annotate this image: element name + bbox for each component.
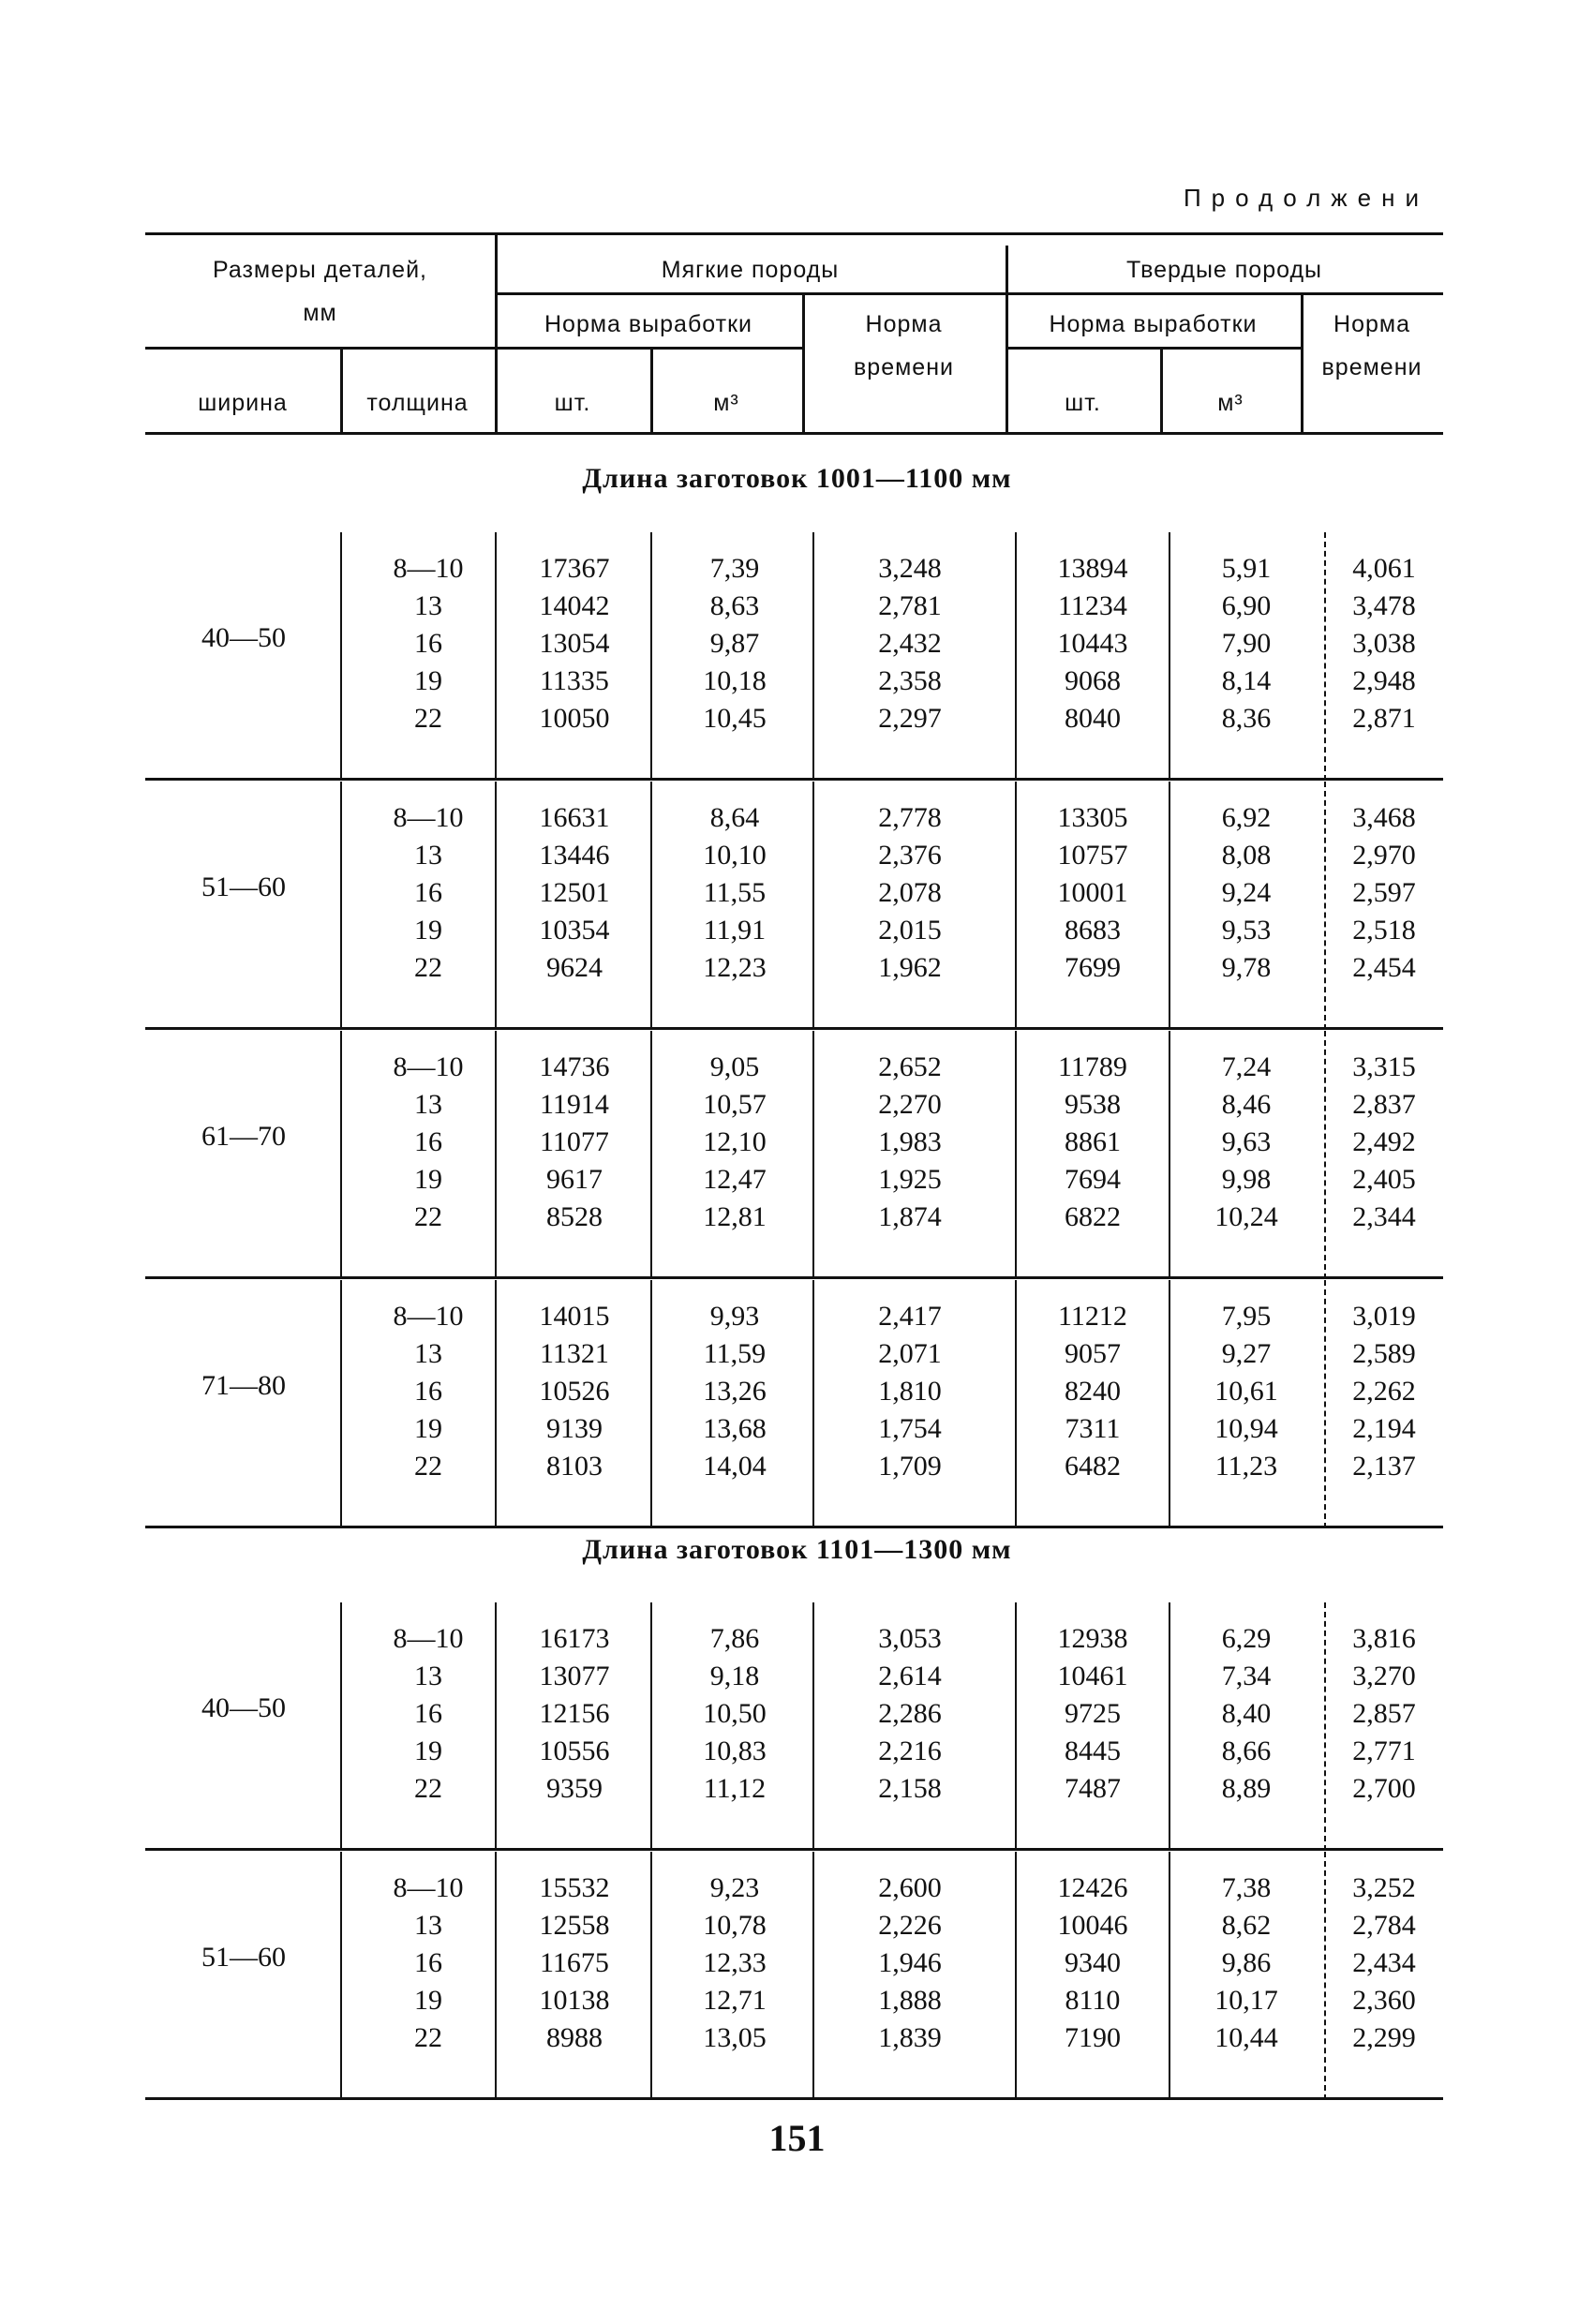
table-cell: 19 (414, 1736, 442, 1766)
column-divider (1015, 1280, 1017, 1528)
table-cell: 13 (414, 1910, 442, 1941)
table-cell: 3,038 (1352, 628, 1416, 659)
hard-time-norm-line2: времени (1321, 354, 1423, 380)
table-cell: 10138 (539, 1985, 610, 2016)
hard-time-norm-line1: Норма (1333, 311, 1410, 337)
table-cell: 7699 (1065, 952, 1121, 983)
width-range: 51—60 (201, 872, 286, 902)
page-number: 151 (768, 2117, 826, 2159)
table-cell: 5,91 (1221, 553, 1272, 584)
table-cell: 7311 (1065, 1413, 1121, 1444)
section-title: Длина заготовок 1001—1100 мм (582, 463, 1012, 494)
table-cell: 1,709 (878, 1451, 942, 1482)
width-range: 71—80 (201, 1370, 286, 1401)
table-cell: 7,24 (1221, 1051, 1272, 1082)
table-cell: 3,468 (1352, 802, 1416, 833)
column-divider (650, 782, 652, 1030)
table-cell: 9,86 (1221, 1947, 1272, 1978)
column-divider (650, 1602, 652, 1851)
header-rule (1006, 347, 1301, 350)
table-cell: 13305 (1057, 802, 1128, 833)
hard-pcs-header: шт. (1065, 390, 1101, 416)
table-cell: 6,29 (1221, 1623, 1272, 1654)
table-cell: 8110 (1065, 1985, 1121, 2016)
table-cell: 9,63 (1221, 1126, 1272, 1157)
column-divider (340, 782, 342, 1030)
soft-time-norm-line1: Норма (865, 311, 943, 337)
soft-pcs-header: шт. (554, 390, 591, 416)
table-cell: 2,492 (1352, 1126, 1416, 1157)
table-cell: 1,946 (878, 1947, 942, 1978)
table-cell: 8528 (546, 1201, 603, 1232)
table-cell: 8,66 (1221, 1736, 1272, 1766)
table-cell: 13,68 (703, 1413, 767, 1444)
table-cell: 10,94 (1214, 1413, 1278, 1444)
table-cell: 1,983 (878, 1126, 942, 1157)
table-cell: 12938 (1057, 1623, 1128, 1654)
group-bottom-rule (145, 1526, 1443, 1528)
table-cell: 2,194 (1352, 1413, 1416, 1444)
table-cell: 6822 (1065, 1201, 1121, 1232)
table-cell: 8445 (1065, 1736, 1121, 1766)
table-cell: 10443 (1057, 628, 1128, 659)
table-cell: 16631 (539, 802, 610, 833)
table-cell: 8—10 (393, 1301, 464, 1332)
table-cell: 16173 (539, 1623, 610, 1654)
table-cell: 8040 (1065, 703, 1121, 734)
group-bottom-rule (145, 778, 1443, 781)
table-cell: 3,816 (1352, 1623, 1416, 1654)
table-cell: 2,771 (1352, 1736, 1416, 1766)
table-cell: 6482 (1065, 1451, 1121, 1482)
table-cell: 6,92 (1221, 802, 1272, 833)
table-cell: 2,376 (878, 840, 942, 871)
table-cell: 12,47 (703, 1164, 767, 1195)
table-cell: 19 (414, 665, 442, 696)
column-divider (812, 532, 814, 781)
header-rule (495, 347, 802, 350)
table-cell: 9,53 (1221, 915, 1272, 946)
width-group (145, 782, 1443, 1030)
table-cell: 10757 (1057, 840, 1128, 871)
table-cell: 10,78 (703, 1910, 767, 1941)
width-group (145, 1280, 1443, 1528)
table-cell: 11914 (540, 1089, 609, 1120)
table-cell: 9,78 (1221, 952, 1272, 983)
table-cell: 9,98 (1221, 1164, 1272, 1195)
table-cell: 11675 (540, 1947, 609, 1978)
table-cell: 8103 (546, 1451, 603, 1482)
table-cell: 19 (414, 1985, 442, 2016)
soft-species-header: Мягкие породы (661, 257, 840, 283)
table-cell: 2,837 (1352, 1089, 1416, 1120)
sizes-unit: мм (303, 300, 337, 326)
column-divider (1169, 1852, 1170, 2100)
table-cell: 3,252 (1352, 1872, 1416, 1903)
table-cell: 10,44 (1214, 2022, 1278, 2053)
table-cell: 9,24 (1221, 877, 1272, 908)
column-divider (812, 782, 814, 1030)
table-cell: 22 (414, 1201, 442, 1232)
table-cell: 7,90 (1221, 628, 1272, 659)
table-cell: 11335 (540, 665, 609, 696)
table-cell: 16 (414, 1376, 442, 1407)
table-cell: 12,33 (703, 1947, 767, 1978)
table-cell: 8,46 (1221, 1089, 1272, 1120)
column-divider (340, 1031, 342, 1279)
table-cell: 19 (414, 915, 442, 946)
table-cell: 9,93 (709, 1301, 760, 1332)
table-cell: 1,839 (878, 2022, 942, 2053)
table-cell: 9359 (546, 1773, 603, 1804)
table-cell: 13,05 (703, 2022, 767, 2053)
soft-output-norm: Норма выработки (544, 311, 752, 337)
table-cell: 22 (414, 1451, 442, 1482)
table-cell: 16 (414, 1698, 442, 1729)
table-cell: 2,589 (1352, 1338, 1416, 1369)
table-cell: 9,27 (1221, 1338, 1272, 1369)
table-cell: 2,778 (878, 802, 942, 833)
table-cell: 19 (414, 1164, 442, 1195)
table-cell: 2,518 (1352, 915, 1416, 946)
table-cell: 10001 (1057, 877, 1128, 908)
table-cell: 2,358 (878, 665, 942, 696)
table-cell: 1,888 (878, 1985, 942, 2016)
table-cell: 11212 (1058, 1301, 1127, 1332)
table-cell: 12501 (539, 877, 610, 908)
column-divider (1169, 1602, 1170, 1851)
table-cell: 4,061 (1352, 553, 1416, 584)
table-cell: 9,23 (709, 1872, 760, 1903)
table-cell: 10,17 (1214, 1985, 1278, 2016)
table-cell: 8—10 (393, 1623, 464, 1654)
thickness-col-header: толщина (366, 390, 469, 416)
table-cell: 22 (414, 952, 442, 983)
table-cell: 13 (414, 1661, 442, 1691)
width-range: 40—50 (201, 1692, 286, 1723)
table-cell: 2,286 (878, 1698, 942, 1729)
table-cell: 16 (414, 877, 442, 908)
table-cell: 2,784 (1352, 1910, 1416, 1941)
table-cell: 6,90 (1221, 590, 1272, 621)
column-divider (340, 1602, 342, 1851)
column-divider (1015, 1602, 1017, 1851)
table-cell: 3,019 (1352, 1301, 1416, 1332)
table-cell: 3,248 (878, 553, 942, 584)
table-cell: 7487 (1065, 1773, 1121, 1804)
table-cell: 14042 (539, 590, 610, 621)
table-cell: 2,614 (878, 1661, 942, 1691)
table-cell: 13 (414, 1089, 442, 1120)
table-header (145, 232, 1443, 435)
width-col-header: ширина (198, 390, 288, 416)
table-cell: 11,23 (1214, 1451, 1278, 1482)
width-range: 61—70 (201, 1121, 286, 1152)
width-range: 40—50 (201, 622, 286, 653)
table-cell: 2,454 (1352, 952, 1416, 983)
table-cell: 11077 (540, 1126, 609, 1157)
table-cell: 9,05 (709, 1051, 760, 1082)
column-divider (1169, 782, 1170, 1030)
table-cell: 2,417 (878, 1301, 942, 1332)
table-cell: 13,26 (703, 1376, 767, 1407)
table-cell: 2,344 (1352, 1201, 1416, 1232)
table-cell: 16 (414, 628, 442, 659)
group-bottom-rule (145, 1276, 1443, 1279)
table-cell: 16 (414, 1126, 442, 1157)
table-cell: 2,434 (1352, 1947, 1416, 1978)
table-cell: 2,299 (1352, 2022, 1416, 2053)
table-cell: 14736 (539, 1051, 610, 1082)
column-divider (812, 1280, 814, 1528)
table-cell: 9725 (1065, 1698, 1121, 1729)
table-cell: 11,12 (703, 1773, 767, 1804)
column-divider (650, 1852, 652, 2100)
table-cell: 12156 (539, 1698, 610, 1729)
table-cell: 12426 (1057, 1872, 1128, 1903)
table-cell: 11234 (1058, 590, 1127, 621)
table-cell: 2,158 (878, 1773, 942, 1804)
group-bottom-rule (145, 2097, 1443, 2100)
table-cell: 11,55 (703, 877, 767, 908)
table-cell: 1,754 (878, 1413, 942, 1444)
table-cell: 2,270 (878, 1089, 942, 1120)
table-cell: 8,63 (709, 590, 760, 621)
table-cell: 7,39 (709, 553, 760, 584)
table-cell: 12558 (539, 1910, 610, 1941)
column-divider (1169, 1031, 1170, 1279)
table-cell: 22 (414, 1773, 442, 1804)
table-cell: 8240 (1065, 1376, 1121, 1407)
table-cell: 9,87 (709, 628, 760, 659)
table-cell: 13894 (1057, 553, 1128, 584)
column-divider (1169, 1280, 1170, 1528)
table-cell: 9139 (546, 1413, 603, 1444)
column-divider (650, 1280, 652, 1528)
table-cell: 10,83 (703, 1736, 767, 1766)
table-cell: 9,18 (709, 1661, 760, 1691)
table-cell: 14,04 (703, 1451, 767, 1482)
table-cell: 8—10 (393, 1872, 464, 1903)
table-cell: 10354 (539, 915, 610, 946)
table-cell: 8988 (546, 2022, 603, 2053)
table-cell: 12,10 (703, 1126, 767, 1157)
table-cell: 9340 (1065, 1947, 1121, 1978)
table-cell: 2,948 (1352, 665, 1416, 696)
table-cell: 8,14 (1221, 665, 1272, 696)
table-cell: 8,36 (1221, 703, 1272, 734)
continuation-label: Продолжени (1183, 184, 1429, 212)
header-top-rule (145, 232, 1443, 235)
table-cell: 8—10 (393, 802, 464, 833)
table-cell: 2,078 (878, 877, 942, 908)
group-bottom-rule (145, 1848, 1443, 1851)
table-cell: 8683 (1065, 915, 1121, 946)
table-cell: 2,137 (1352, 1451, 1416, 1482)
column-divider (340, 532, 342, 781)
hard-species-header: Твердые породы (1125, 257, 1323, 283)
table-cell: 10,10 (703, 840, 767, 871)
column-divider (812, 1852, 814, 2100)
header-bottom-rule (145, 432, 1443, 435)
hard-output-norm: Норма выработки (1049, 311, 1258, 337)
table-cell: 15532 (539, 1872, 610, 1903)
width-group (145, 1602, 1443, 1851)
table-cell: 7,86 (709, 1623, 760, 1654)
table-cell: 10461 (1057, 1661, 1128, 1691)
table-cell: 10050 (539, 703, 610, 734)
group-bottom-rule (145, 1027, 1443, 1030)
table-cell: 2,781 (878, 590, 942, 621)
table-cell: 9057 (1065, 1338, 1121, 1369)
table-cell: 11,91 (703, 915, 767, 946)
table-cell: 13 (414, 590, 442, 621)
header-rule (145, 347, 495, 350)
table-cell: 9068 (1065, 665, 1121, 696)
table-cell: 13 (414, 840, 442, 871)
table-cell: 14015 (539, 1301, 610, 1332)
table-cell: 3,478 (1352, 590, 1416, 621)
soft-m3-header: м³ (713, 390, 739, 416)
width-group (145, 1852, 1443, 2100)
column-divider (1015, 782, 1017, 1030)
table-cell: 10,50 (703, 1698, 767, 1729)
table-cell: 2,216 (878, 1736, 942, 1766)
table-cell: 2,432 (878, 628, 942, 659)
table-cell: 2,015 (878, 915, 942, 946)
column-divider (1015, 1852, 1017, 2100)
width-group (145, 1031, 1443, 1279)
table-cell: 8,64 (709, 802, 760, 833)
table-cell: 7,95 (1221, 1301, 1272, 1332)
soft-time-norm-line2: времени (854, 354, 954, 380)
table-cell: 11789 (1058, 1051, 1127, 1082)
width-group (145, 532, 1443, 781)
column-divider (812, 1602, 814, 1851)
sizes-label: Размеры деталей, (213, 257, 427, 283)
column-divider (1015, 532, 1017, 781)
table-cell: 11,59 (703, 1338, 767, 1369)
column-divider (1015, 1031, 1017, 1279)
table-cell: 12,81 (703, 1201, 767, 1232)
column-divider (1169, 532, 1170, 781)
table-cell: 9624 (546, 952, 603, 983)
table-cell: 2,360 (1352, 1985, 1416, 2016)
table-cell: 8,62 (1221, 1910, 1272, 1941)
table-cell: 22 (414, 2022, 442, 2053)
table-cell: 16 (414, 1947, 442, 1978)
table-cell: 2,600 (878, 1872, 942, 1903)
table-cell: 7190 (1065, 2022, 1121, 2053)
table-cell: 7,38 (1221, 1872, 1272, 1903)
column-divider (812, 1031, 814, 1279)
table-cell: 17367 (539, 553, 610, 584)
table-cell: 2,970 (1352, 840, 1416, 871)
table-cell: 3,315 (1352, 1051, 1416, 1082)
table-cell: 2,652 (878, 1051, 942, 1082)
column-divider (340, 1280, 342, 1528)
table-cell: 22 (414, 703, 442, 734)
column-divider (340, 1852, 342, 2100)
table-cell: 8861 (1065, 1126, 1121, 1157)
table-cell: 2,700 (1352, 1773, 1416, 1804)
table-cell: 1,925 (878, 1164, 942, 1195)
table-cell: 2,405 (1352, 1164, 1416, 1195)
table-cell: 13077 (539, 1661, 610, 1691)
table-cell: 8,89 (1221, 1773, 1272, 1804)
table-cell: 1,874 (878, 1201, 942, 1232)
table-cell: 2,226 (878, 1910, 942, 1941)
table-cell: 10526 (539, 1376, 610, 1407)
table-cell: 8—10 (393, 553, 464, 584)
table-cell: 7694 (1065, 1164, 1121, 1195)
table-cell: 13 (414, 1338, 442, 1369)
table-cell: 2,597 (1352, 877, 1416, 908)
table-cell: 9617 (546, 1164, 603, 1195)
table-cell: 7,34 (1221, 1661, 1272, 1691)
table-cell: 3,053 (878, 1623, 942, 1654)
table-cell: 10556 (539, 1736, 610, 1766)
table-cell: 2,071 (878, 1338, 942, 1369)
column-divider (650, 1031, 652, 1279)
table-cell: 10,18 (703, 665, 767, 696)
table-cell: 10,24 (1214, 1201, 1278, 1232)
table-cell: 10,45 (703, 703, 767, 734)
table-cell: 11321 (540, 1338, 609, 1369)
table-cell: 2,857 (1352, 1698, 1416, 1729)
table-cell: 2,871 (1352, 703, 1416, 734)
section-title: Длина заготовок 1101—1300 мм (582, 1534, 1012, 1565)
table-cell: 10,61 (1214, 1376, 1278, 1407)
table-cell: 1,962 (878, 952, 942, 983)
table-cell: 10,57 (703, 1089, 767, 1120)
table-cell: 8—10 (393, 1051, 464, 1082)
table-cell: 12,71 (703, 1985, 767, 2016)
table-cell: 8,08 (1221, 840, 1272, 871)
table-cell: 8,40 (1221, 1698, 1272, 1729)
table-cell: 2,262 (1352, 1376, 1416, 1407)
table-cell: 1,810 (878, 1376, 942, 1407)
table-cell: 3,270 (1352, 1661, 1416, 1691)
table-cell: 2,297 (878, 703, 942, 734)
table-cell: 13446 (539, 840, 610, 871)
column-divider (650, 532, 652, 781)
table-cell: 9538 (1065, 1089, 1121, 1120)
table-cell: 10046 (1057, 1910, 1128, 1941)
table-cell: 12,23 (703, 952, 767, 983)
table-cell: 13054 (539, 628, 610, 659)
hard-m3-header: м³ (1217, 390, 1244, 416)
table-cell: 19 (414, 1413, 442, 1444)
width-range: 51—60 (201, 1942, 286, 1973)
